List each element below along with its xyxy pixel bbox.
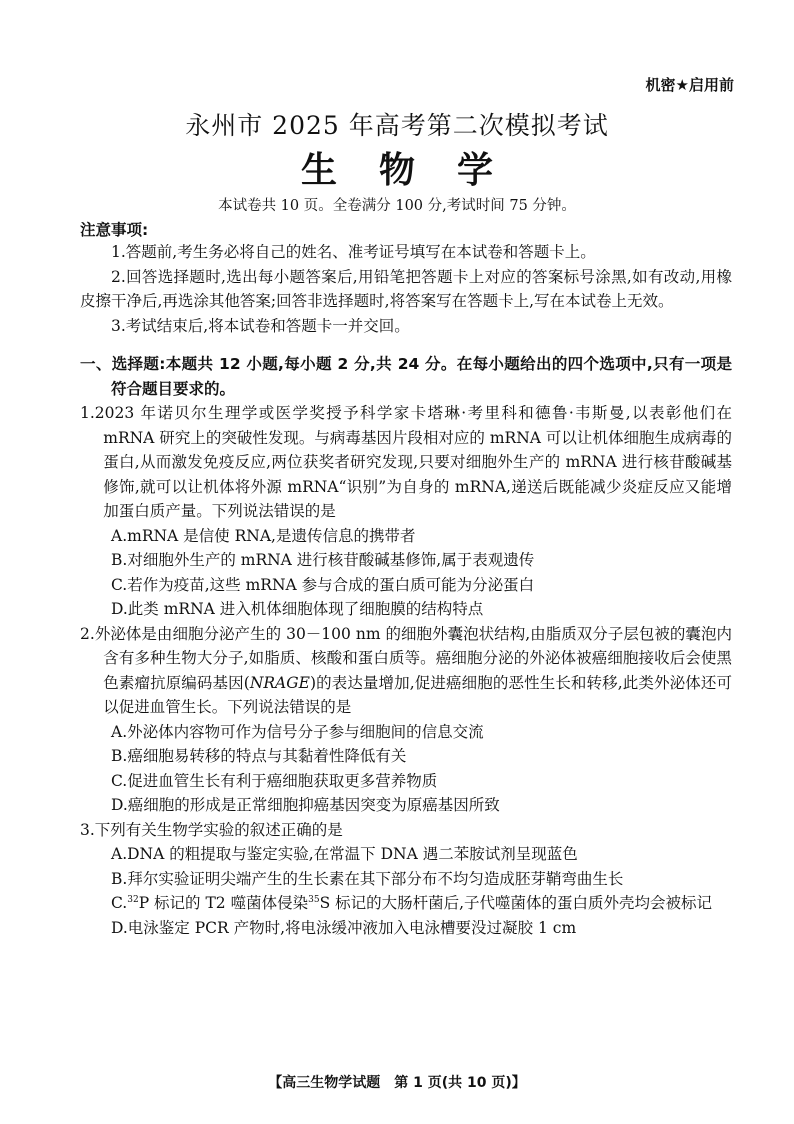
notes-heading: 注意事项: xyxy=(80,221,149,239)
question-1-option-d: D.此类 mRNA 进入机体细胞体现了细胞膜的结构特点 xyxy=(111,600,484,618)
option-c-prefix: C. xyxy=(111,894,128,912)
question-2-stem-part-a: 2.外泌体是由细胞分泌产生的 30－100 nm 的细胞外囊泡状结构,由脂质双分子层包被的囊泡内含有多种生物大分子,如脂质、核酸和蛋白质等。癌细胞分泌的外泌体被癌细胞接收后会使黑色素瘤抗原编码基因( xyxy=(80,624,732,692)
note-item-3: 3.考试结束后,将本试卷和答题卡一并交回。 xyxy=(111,316,410,335)
question-2-option-b: B.癌细胞易转移的特点与其黏着性降低有关 xyxy=(111,747,407,765)
question-2-stem-part-b: )的表达量增加,促进癌细胞的恶性生长和转移,此类外泌体还可以促进血管生长。下列说法错误的是 xyxy=(103,673,732,716)
gene-name: NRAGE xyxy=(249,673,310,692)
isotope-32: 32 xyxy=(127,894,139,905)
exam-info: 本试卷共 10 页。全卷满分 100 分,考试时间 75 分钟。 xyxy=(218,198,576,214)
isotope-35: 35 xyxy=(308,894,320,905)
question-3-stem: 3.下列有关生物学实验的叙述正确的是 xyxy=(80,820,343,839)
question-2-option-a: A.外泌体内容物可作为信号分子参与细胞间的信息交流 xyxy=(111,722,484,741)
question-1-option-a: A.mRNA 是信使 RNA,是遗传信息的携带者 xyxy=(111,526,416,545)
question-2-option-d: D.癌细胞的形成是正常细胞抑癌基因突变为原癌基因所致 xyxy=(111,796,500,814)
option-c-rest: S 标记的大肠杆菌后,子代噬菌体的蛋白质外壳均会被标记 xyxy=(319,894,713,912)
question-2-stem xyxy=(80,622,732,720)
page-footer: 【高三生物学试题 第 1 页(共 10 页)】 xyxy=(268,1075,526,1091)
question-1-option-b: B.对细胞外生产的 mRNA 进行核苷酸碱基修饰,属于表观遗传 xyxy=(111,551,535,569)
exam-title: 永州市 2025 年高考第二次模拟考试 xyxy=(185,111,609,140)
confidential-label: 机密★启用前 xyxy=(645,76,734,94)
section-heading: 一、选择题:本题共 12 小题,每小题 2 分,共 24 分。在每小题给出的四个选项中,只有一项是符合题目要求的。 xyxy=(80,355,732,398)
question-1-option-c: C.若作为疫苗,这些 mRNA 参与合成的蛋白质可能为分泌蛋白 xyxy=(111,575,535,594)
option-c-middle: P 标记的 T2 噬菌体侵染 xyxy=(138,894,309,912)
question-2-option-c: C.促进血管生长有利于癌细胞获取更多营养物质 xyxy=(111,771,438,790)
note-item-1: 1.答题前,考生务必将自己的姓名、准考证号填写在本试卷和答题卡上。 xyxy=(111,243,596,261)
question-3-option-a: A.DNA 的粗提取与鉴定实验,在常温下 DNA 遇二苯胺试剂呈现蓝色 xyxy=(111,845,578,863)
question-1-stem: 1.2023 年诺贝尔生理学或医学奖授予科学家卡塔琳·考里科和德鲁·韦斯曼,以表彰他们在 mRNA 研究上的突破性发现。与病毒基因片段相对应的 mRNA 可以让机体细胞生成病毒的蛋白,从而激发免疫反应,两位获奖者研究发现,只要对细胞外生产的 mRNA 进行核苷酸碱基修饰,就可以让机体将外源 mRNA“识别”为自身的 mRNA,递送后既能减少炎症反应又能增加蛋白质产量。下列说法错误的是 xyxy=(80,404,732,520)
question-3-option-d: D.电泳鉴定 PCR 产物时,将电泳缓冲液加入电泳槽要没过凝胶 1 cm xyxy=(111,918,577,937)
question-3-option-c xyxy=(80,891,732,916)
subject-title: 生物学 xyxy=(300,150,535,191)
question-3-option-b: B.拜尔实验证明尖端产生的生长素在其下部分布不均匀造成胚芽鞘弯曲生长 xyxy=(111,869,624,888)
exam-body xyxy=(80,240,732,940)
note-item-2: 2.回答选择题时,选出每小题答案后,用铅笔把答题卡上对应的答案标号涂黑,如有改动,用橡皮擦干净后,再选涂其他答案;回答非选择题时,将答案写在答题卡上,写在本试卷上无效。 xyxy=(80,267,732,310)
